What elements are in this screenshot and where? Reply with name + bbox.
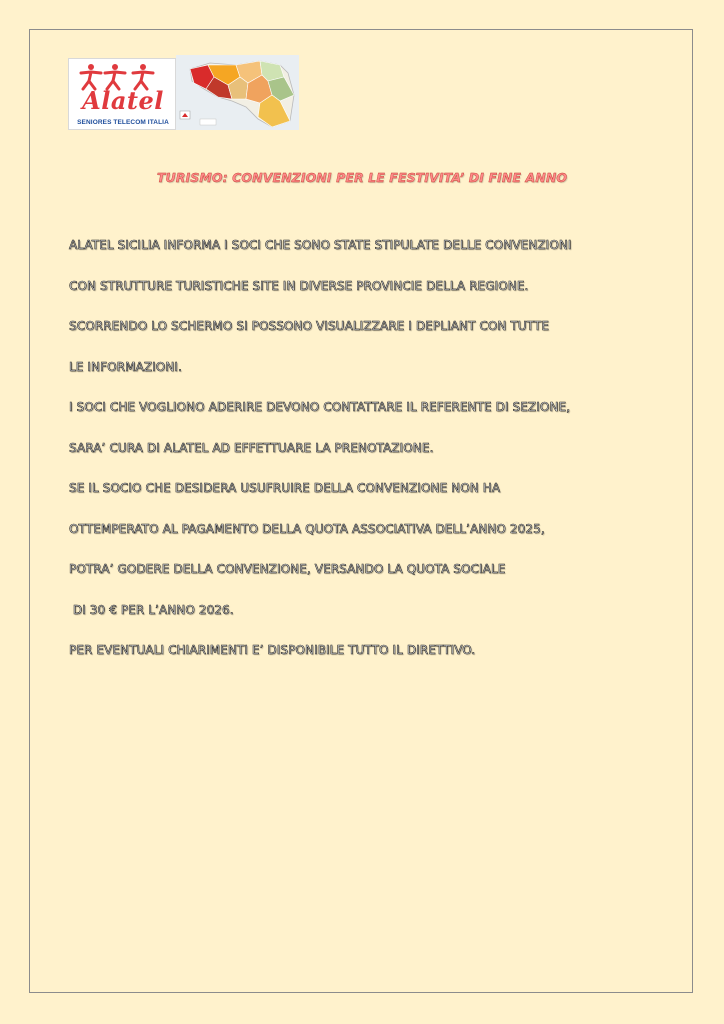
alatel-logo xyxy=(68,58,176,130)
text-line-2: CON STRUTTURE TURISTICHE SITE IN DIVERSE PROVINCIE DELLA REGIONE. xyxy=(69,278,529,293)
text-line-9: POTRA’ GODERE DELLA CONVENZIONE, VERSANDO LA QUOTA SOCIALE xyxy=(69,562,506,576)
sicily-map xyxy=(176,55,299,130)
text-line-11: PER EVENTUALI CHIARIMENTI E’ DISPONIBILE TUTTO IL DIRETTIVO. xyxy=(69,643,476,657)
text-line-7: SE IL SOCIO CHE DESIDERA USUFRUIRE DELLA CONVENZIONE NON HA xyxy=(69,481,501,495)
logo-tagline: SENIORES TELECOM ITALIA xyxy=(77,119,169,126)
text-line-3: SCORRENDO LO SCHERMO SI POSSONO VISUALIZZARE I DEPLIANT CON TUTTE xyxy=(69,319,550,333)
announcement-text xyxy=(69,237,689,683)
text-line-5: I SOCI CHE VOGLIONO ADERIRE DEVONO CONTATTARE IL REFERENTE DI SEZIONE, xyxy=(69,400,571,414)
sicily-provinces-map-icon xyxy=(176,55,299,130)
text-line-6: SARA’ CURA DI ALATEL AD EFFETTUARE LA PRENOTAZIONE. xyxy=(69,440,434,455)
text-line-10: DI 30 € PER L’ANNO 2026. xyxy=(69,602,234,617)
logo-wordmark: Alatel xyxy=(82,86,164,115)
text-line-8: OTTEMPERATO AL PAGAMENTO DELLA QUOTA ASSOCIATIVA DELL’ANNO 2025, xyxy=(69,521,545,536)
page-title: TURISMO: CONVENZIONI PER LE FESTIVITA’ DI FINE ANNO xyxy=(156,170,568,185)
text-line-1: ALATEL SICILIA INFORMA I SOCI CHE SONO STATE STIPULATE DELLE CONVENZIONI xyxy=(69,238,572,252)
text-line-4: LE INFORMAZIONI. xyxy=(69,359,182,374)
